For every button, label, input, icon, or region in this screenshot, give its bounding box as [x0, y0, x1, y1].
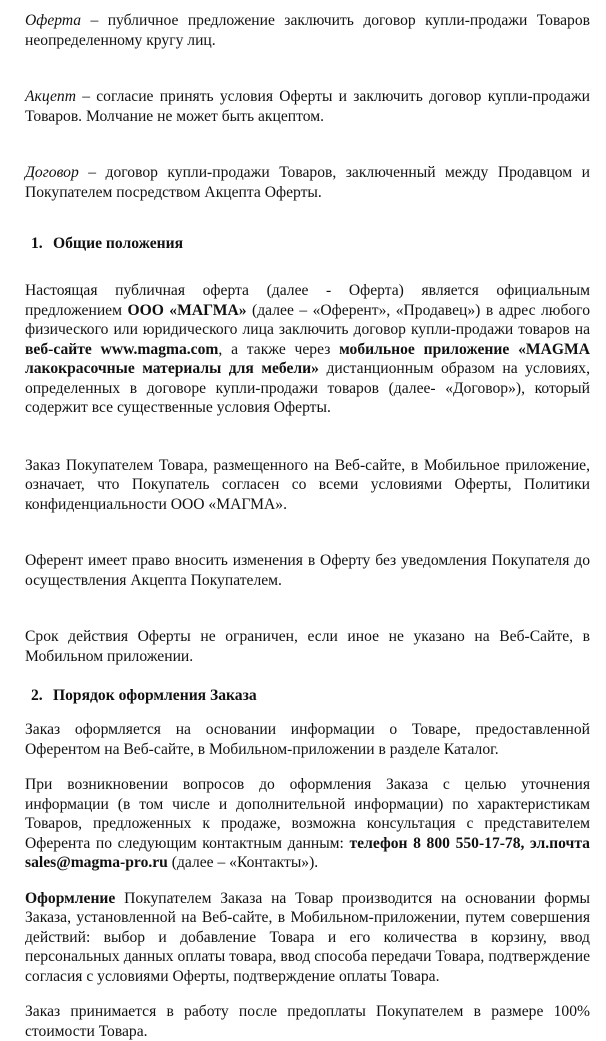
definition-offer: Оферта – публичное предложение заключить договор купли-продажи Товаров неопределенному кругу лиц. [25, 12, 590, 49]
section-2-paragraph-2: При возникновении вопросов до оформления Заказа с целью уточнения информации (в том числе и дополнительной информации) по характеристикам Товаров, предложенных к продаже, возможна консультация с представителем Оферента по следующим контактным данным: телефон 8 800 550-17-78, эл.почта sales@magma-pro.ru (далее – «Контакты»). [25, 776, 590, 871]
section-2-paragraph-1: Заказ оформляется на основании информации о Товаре, предоставленной Оферентом на Веб-сайте, в Мобильном-приложении в разделе Каталог. [25, 721, 590, 758]
section-2-paragraph-3: Оформление Покупателем Заказа на Товар производится на основании формы Заказа, установленной на Веб-сайте, в Мобильном-приложении, путем совершения действий: выбор и добавление Товара и его количества в корзину, ввод персональных данных оплаты товара, ввод способа передачи Товара, подтверждение согласия с условиями Оферты, подтверждение оплаты Товара. [25, 889, 590, 985]
term-contract: Договор [25, 164, 79, 181]
definition-acceptance: Акцепт – согласие принять условия Оферты и заключить договор купли-продажи Товаров. Молчание не может быть акцептом. [25, 88, 590, 125]
section-1-heading: 1. Общие положения [31, 235, 184, 252]
term-acceptance: Акцепт [25, 88, 76, 105]
section-2-heading: 2. Порядок оформления Заказа [31, 687, 257, 704]
section-2-paragraph-4: Заказ принимается в работу после предоплаты Покупателем в размере 100% стоимости Товара. [25, 1003, 590, 1040]
definition-contract: Договор – договор купли-продажи Товаров, заключенный между Продавцом и Покупателем посредством Акцепта Оферты. [25, 164, 590, 201]
section-1-paragraph-3: Оферент имеет право вносить изменения в Оферту без уведомления Покупателя до осуществления Акцепта Покупателем. [25, 552, 590, 589]
section-1-paragraph-4: Срок действия Оферты не ограничен, если иное не указано на Веб-Сайте, в Мобильном приложении. [25, 628, 590, 665]
term-offer: Оферта [25, 12, 82, 29]
section-1-paragraph-2: Заказ Покупателем Товара, размещенного на Веб-сайте, в Мобильное приложение, означает, что Покупатель согласен со всеми условиями Оферты, Политики конфиденциальности ООО «МАГМА». [25, 456, 590, 513]
document-page [25, 0, 590, 1041]
section-1-paragraph-1: Настоящая публичная оферта (далее - Оферта) является официальным предложением ООО «МАГМА» (далее – «Оферент», «Продавец») в адрес любого физического или юридического лица заключить договор купли-продажи товаров на веб-сайте www.magma.com, а также через мобильное приложение «MAGMA лакокрасочные материалы для мебели» дистанционным образом на условиях, определенных в договоре купли-продажи товаров (далее- «Договор»), который содержит все существенные условия Оферты. [25, 282, 590, 416]
